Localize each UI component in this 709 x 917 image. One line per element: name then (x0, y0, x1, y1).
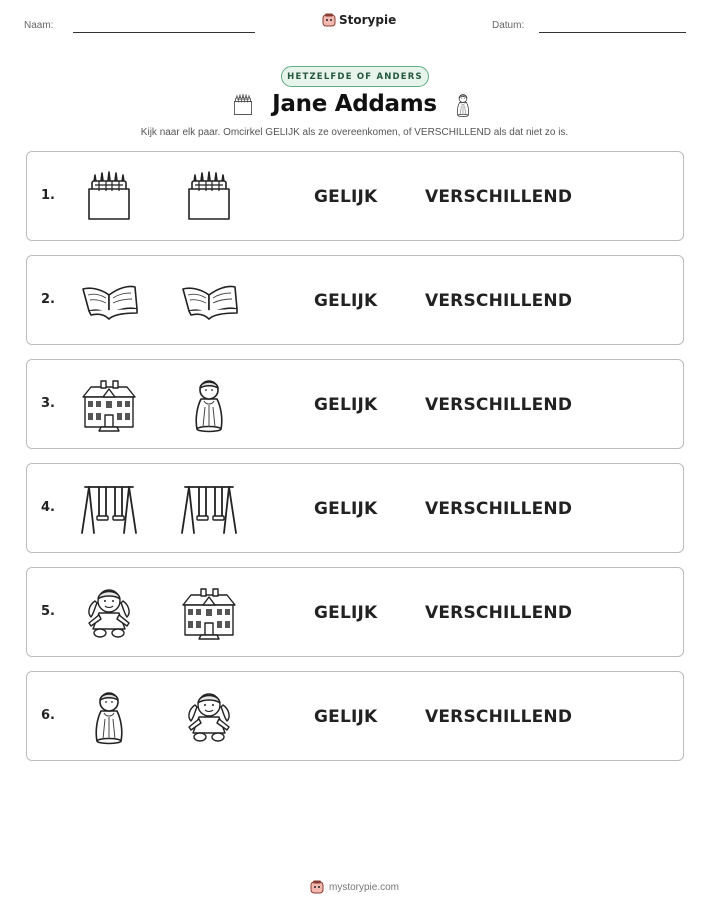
brand-name: Storypie (339, 13, 397, 27)
worksheet-type-badge: HETZELFDE OF ANDERS (281, 66, 429, 87)
question-row (26, 255, 684, 345)
option-different[interactable]: VERSCHILLEND (425, 707, 573, 727)
date-label: Datum: (492, 20, 525, 31)
instructions: Kijk naar elk paar. Omcirkel GELIJK als ze overeenkomen, of VERSCHILLEND als dat niet zo is. (140, 127, 569, 138)
question-number: 5. (41, 604, 55, 619)
swing-icon (179, 479, 239, 539)
book-icon (179, 271, 239, 331)
swing-icon (79, 479, 139, 539)
footer-site: mystorypie.com (328, 881, 399, 893)
rag-doll-icon (179, 687, 239, 747)
question-row (26, 463, 684, 553)
option-different[interactable]: VERSCHILLEND (425, 499, 573, 519)
crayons-icon (79, 167, 139, 227)
storypie-logo-icon (310, 880, 324, 894)
crayons-icon (179, 167, 239, 227)
option-different[interactable]: VERSCHILLEND (425, 187, 573, 207)
option-different[interactable]: VERSCHILLEND (425, 603, 573, 623)
option-same[interactable]: GELIJK (314, 603, 378, 623)
option-same[interactable]: GELIJK (314, 187, 378, 207)
question-number: 6. (41, 708, 55, 723)
peg-doll-icon (450, 92, 476, 118)
option-same[interactable]: GELIJK (314, 291, 378, 311)
storypie-logo-icon (322, 13, 336, 27)
brand (322, 13, 396, 27)
option-different[interactable]: VERSCHILLEND (425, 291, 573, 311)
footer (0, 880, 709, 894)
option-same[interactable]: GELIJK (314, 395, 378, 415)
rag-doll-icon (79, 583, 139, 643)
question-number: 2. (41, 292, 55, 307)
peg-doll-icon (79, 687, 139, 747)
question-row (26, 567, 684, 657)
question-number: 3. (41, 396, 55, 411)
book-icon (79, 271, 139, 331)
question-row (26, 151, 684, 241)
question-row (26, 359, 684, 449)
option-same[interactable]: GELIJK (314, 499, 378, 519)
option-different[interactable]: VERSCHILLEND (425, 395, 573, 415)
name-label: Naam: (24, 20, 54, 31)
house-icon (179, 583, 239, 643)
question-number: 4. (41, 500, 55, 515)
page-title: Jane Addams (272, 91, 437, 117)
question-row (26, 671, 684, 761)
peg-doll-icon (179, 375, 239, 435)
house-icon (79, 375, 139, 435)
question-number: 1. (41, 188, 55, 203)
date-line[interactable] (539, 32, 686, 33)
name-line[interactable] (73, 32, 255, 33)
option-same[interactable]: GELIJK (314, 707, 378, 727)
